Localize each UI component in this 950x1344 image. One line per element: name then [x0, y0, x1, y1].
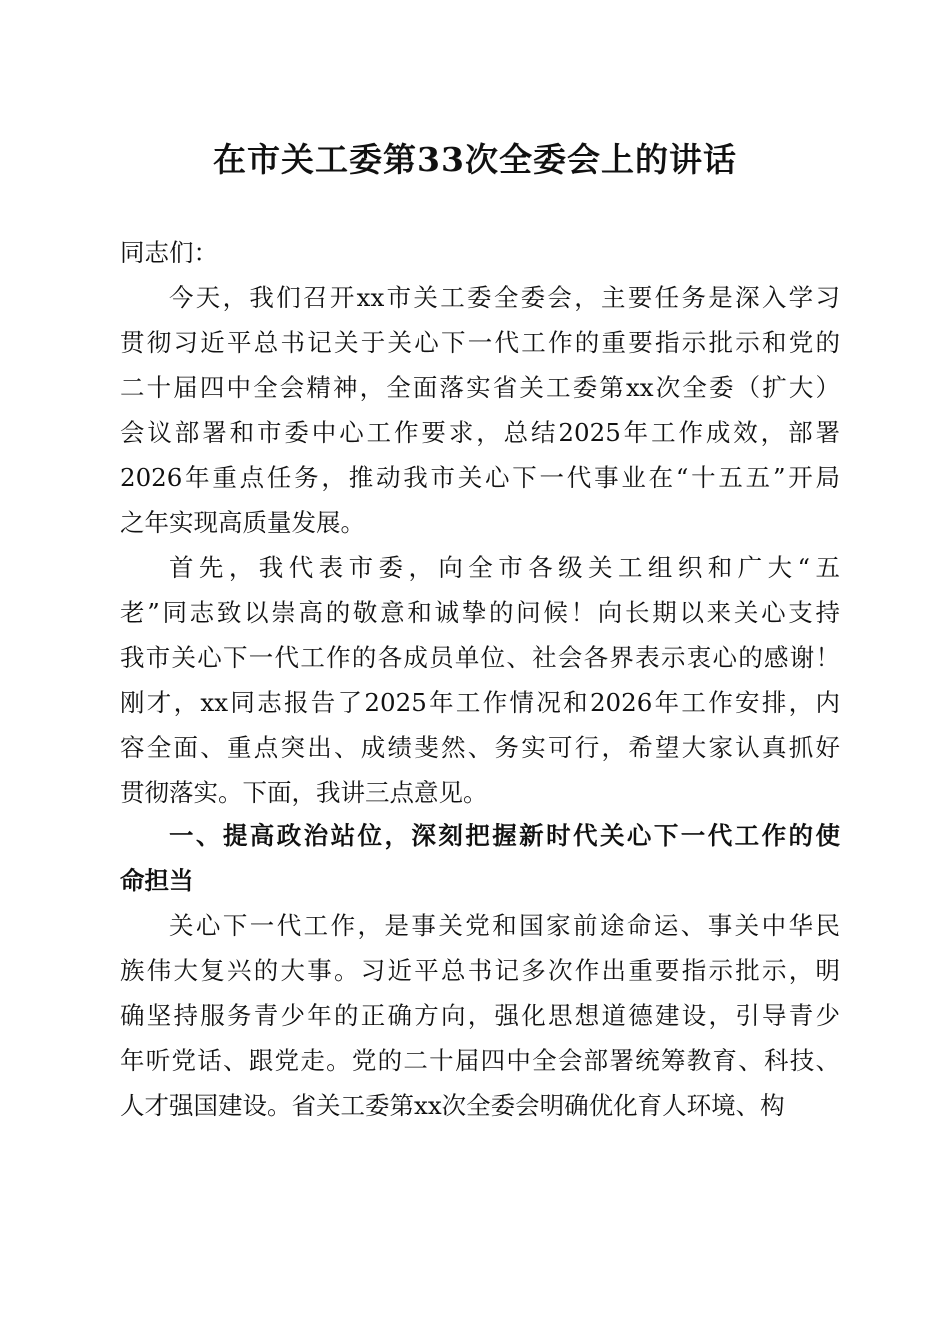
paragraph-line: 关心下一代工作，是事关党和国家前途命运、事关中华民	[169, 911, 840, 940]
paragraph-line: 首先，我代表市委，向全市各级关工组织和广大“五	[169, 553, 840, 582]
section-heading-line: 一、提高政治站位，深刻把握新时代关心下一代工作的使	[169, 821, 840, 850]
paragraph-line: 会议部署和市委中心工作要求，总结2025年工作成效，部署	[120, 418, 840, 447]
paragraph-line: 今天，我们召开xx市关工委全委会，主要任务是深入学习	[169, 283, 840, 312]
paragraph-line: 老”同志致以崇高的敬意和诚挚的问候！向长期以来关心支持	[120, 598, 840, 627]
salutation: 同志们：	[120, 238, 218, 267]
paragraph-line: 之年实现高质量发展。	[120, 508, 365, 537]
paragraph-line: 族伟大复兴的大事。习近平总书记多次作出重要指示批示，明	[120, 956, 840, 985]
paragraph-line: 容全面、重点突出、成绩斐然、务实可行，希望大家认真抓好	[120, 733, 840, 762]
paragraph-line: 确坚持服务青少年的正确方向，强化思想道德建设，引导青少	[120, 1001, 840, 1030]
paragraph-line: 刚才，xx同志报告了2025年工作情况和2026年工作安排，内	[120, 688, 840, 717]
paragraph-line: 年听党话、跟党走。党的二十届四中全会部署统筹教育、科技、	[120, 1046, 840, 1075]
paragraph-line: 我市关心下一代工作的各成员单位、社会各界表示衷心的感谢！	[120, 643, 840, 672]
paragraph-line: 2026年重点任务，推动我市关心下一代事业在“十五五”开局	[120, 463, 840, 492]
paragraph-line: 人才强国建设。省关工委第xx次全委会明确优化育人环境、构	[120, 1091, 785, 1120]
paragraph-line: 贯彻落实。下面，我讲三点意见。	[120, 778, 488, 807]
document-title: 在市关工委第33次全委会上的讲话	[213, 140, 737, 179]
paragraph-line: 贯彻习近平总书记关于关心下一代工作的重要指示批示和党的	[120, 328, 840, 357]
paragraph-line: 二十届四中全会精神，全面落实省关工委第xx次全委（扩大）	[120, 373, 840, 402]
section-heading-line: 命担当	[120, 866, 194, 895]
